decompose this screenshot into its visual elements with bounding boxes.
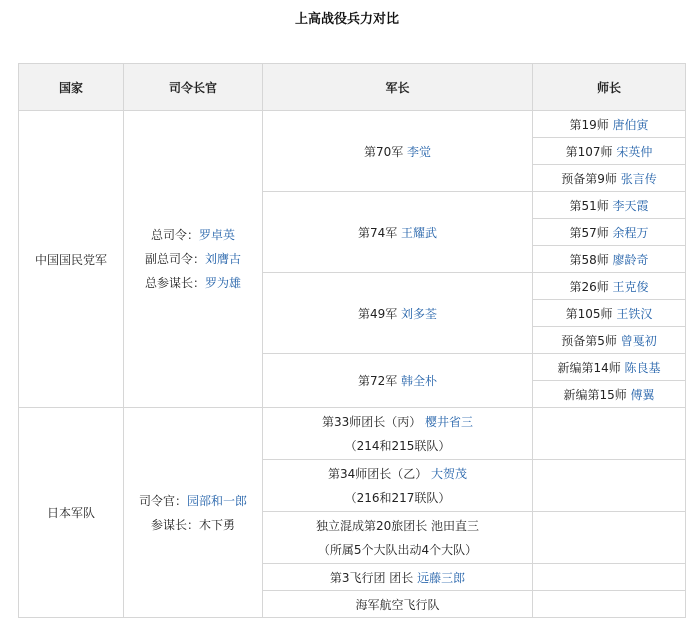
division-cell-empty [533, 408, 686, 460]
commander-link[interactable]: 刘膺古 [205, 252, 242, 266]
division-cell: 新编第15师 傅翼 [533, 381, 686, 408]
commander-line: 司令官：园部和一郎 [138, 493, 248, 508]
division-commander-link[interactable]: 陈良基 [624, 360, 661, 375]
division-cell-empty [533, 512, 686, 564]
commander-line: 副总司令：刘膺古 [144, 252, 242, 266]
army-commander-link[interactable]: 王耀武 [401, 225, 438, 240]
army-cell: 海军航空飞行队 [263, 591, 533, 618]
division-cell-empty [533, 460, 686, 512]
division-cell: 第26师 王克俊 [533, 273, 686, 300]
army-commander-link[interactable]: 李觉 [407, 144, 432, 159]
header-country: 国家 [19, 64, 124, 111]
division-commander-link[interactable]: 余程万 [612, 225, 649, 240]
commander-cell [124, 408, 263, 618]
army-cell: 第33师团长（丙） 樱井省三 （214和215联队） [263, 408, 533, 460]
division-cell-empty [533, 564, 686, 591]
commander-link[interactable]: 罗为雄 [205, 276, 242, 290]
commander-line: 总参谋长：罗为雄 [144, 276, 242, 290]
country-cell: 日本军队 [19, 408, 124, 618]
header-row [19, 64, 686, 111]
division-commander-link[interactable]: 王克俊 [612, 279, 649, 294]
commander-line: 总司令：罗卓英 [150, 228, 236, 242]
army-cell: 独立混成第20旅团长 池田直三 （所属5个大队出动4个大队） [263, 512, 533, 564]
division-commander-link[interactable]: 廖龄奇 [612, 252, 649, 267]
army-commander-link[interactable]: 樱井省三 [425, 414, 474, 429]
commander-cell [124, 111, 263, 408]
division-commander-link[interactable]: 宋英仲 [616, 144, 653, 159]
country-cell: 中国国民党军 [19, 111, 124, 408]
army-commander-link[interactable]: 韩全朴 [401, 374, 438, 388]
forces-table [18, 63, 686, 618]
header-division: 师长 [533, 64, 686, 111]
division-commander-link[interactable]: 王铁汉 [616, 306, 653, 321]
division-cell: 第57师 余程万 [533, 219, 686, 246]
division-commander-link[interactable]: 傅翼 [630, 387, 655, 402]
army-cell: 第49军 刘多荃 [263, 273, 533, 354]
division-cell-empty [533, 591, 686, 618]
army-cell: 第70军 李觉 [263, 111, 533, 192]
commander-line: 参谋长：木下勇 [150, 517, 236, 532]
army-commander-link[interactable]: 大贺茂 [431, 466, 468, 481]
division-cell: 第107师 宋英仲 [533, 138, 686, 165]
division-cell: 第58师 廖龄奇 [533, 246, 686, 273]
army-commander-link[interactable]: 远藤三郎 [417, 570, 466, 585]
commander-link[interactable]: 园部和一郎 [187, 493, 248, 508]
header-army: 军长 [263, 64, 533, 111]
division-cell: 预备第5师 曾戛初 [533, 327, 686, 354]
division-commander-link[interactable]: 曾戛初 [620, 333, 657, 348]
table-row [19, 408, 686, 460]
army-commander-link[interactable]: 刘多荃 [401, 306, 438, 321]
army-cell: 第72军 韩全朴 [263, 354, 533, 408]
division-commander-link[interactable]: 张言传 [620, 171, 657, 186]
division-cell: 预备第9师 张言传 [533, 165, 686, 192]
division-cell: 新编第14师 陈良基 [533, 354, 686, 381]
division-cell: 第19师 唐伯寅 [533, 111, 686, 138]
division-cell: 第105师 王铁汉 [533, 300, 686, 327]
division-commander-link[interactable]: 李天霞 [612, 198, 649, 213]
division-commander-link[interactable]: 唐伯寅 [612, 117, 649, 132]
header-commander: 司令长官 [124, 64, 263, 111]
army-cell: 第3飞行团 团长 远藤三郎 [263, 564, 533, 591]
division-cell: 第51师 李天霞 [533, 192, 686, 219]
army-cell: 第34师团长（乙） 大贺茂 （216和217联队） [263, 460, 533, 512]
commander-name: 木下勇 [199, 517, 236, 532]
table-row [19, 111, 686, 138]
page-title: 上高战役兵力对比 [294, 12, 399, 27]
army-cell: 第74军 王耀武 [263, 192, 533, 273]
commander-link[interactable]: 罗卓英 [199, 228, 236, 242]
